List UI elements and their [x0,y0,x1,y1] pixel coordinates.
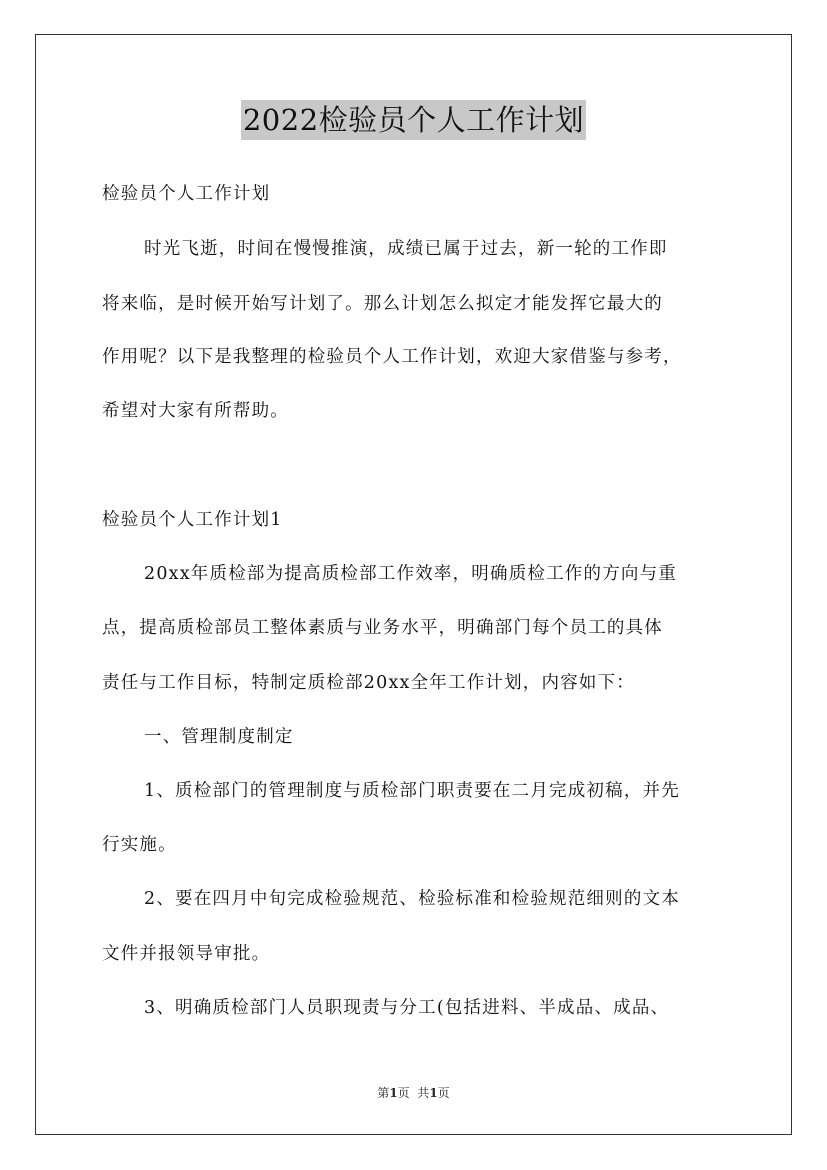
paragraph-line: 责任与工作目标，特制定质检部20xx全年工作计划，内容如下： [102,673,636,693]
footer-page-number: 1 [389,1086,398,1100]
paragraph-line: 1、质检部门的管理制度与质检部门职责要在二月完成初稿，并先 [144,781,680,801]
title-container [0,100,827,140]
document-title: 2022检验员个人工作计划 [241,100,586,140]
footer-middle: 页 共 [397,1086,430,1100]
footer-prefix: 第 [377,1086,390,1100]
paragraph-line: 文件并报领导审批。 [102,944,271,964]
subsection-heading: 一、管理制度制定 [144,727,294,747]
section-heading: 检验员个人工作计划1 [102,510,283,530]
page-footer [0,1084,827,1101]
paragraph-line: 3、明确质检部门人员职现责与分工(包括进料、半成品、成品、 [144,998,670,1018]
footer-suffix: 页 [437,1086,450,1100]
paragraph-line: 时光飞逝，时间在慢慢推演，成绩已属于过去，新一轮的工作即 [144,239,668,259]
paragraph-line: 作用呢？以下是我整理的检验员个人工作计划，欢迎大家借鉴与参考， [102,347,682,367]
footer-total-pages: 1 [429,1086,438,1100]
paragraph-line: 20xx年质检部为提高质检部工作效率，明确质检工作的方向与重 [144,564,678,584]
section-heading: 检验员个人工作计划 [102,184,271,204]
paragraph-line: 行实施。 [102,835,177,855]
paragraph-line: 将来临，是时候开始写计划了。那么计划怎么拟定才能发挥它最大的 [102,294,663,314]
paragraph-line: 2、要在四月中旬完成检验规范、检验标准和检验规范细则的文本 [144,889,680,909]
paragraph-line: 希望对大家有所帮助。 [102,401,289,421]
paragraph-line: 点，提高质检部员工整体素质与业务水平，明确部门每个员工的具体 [102,618,663,638]
